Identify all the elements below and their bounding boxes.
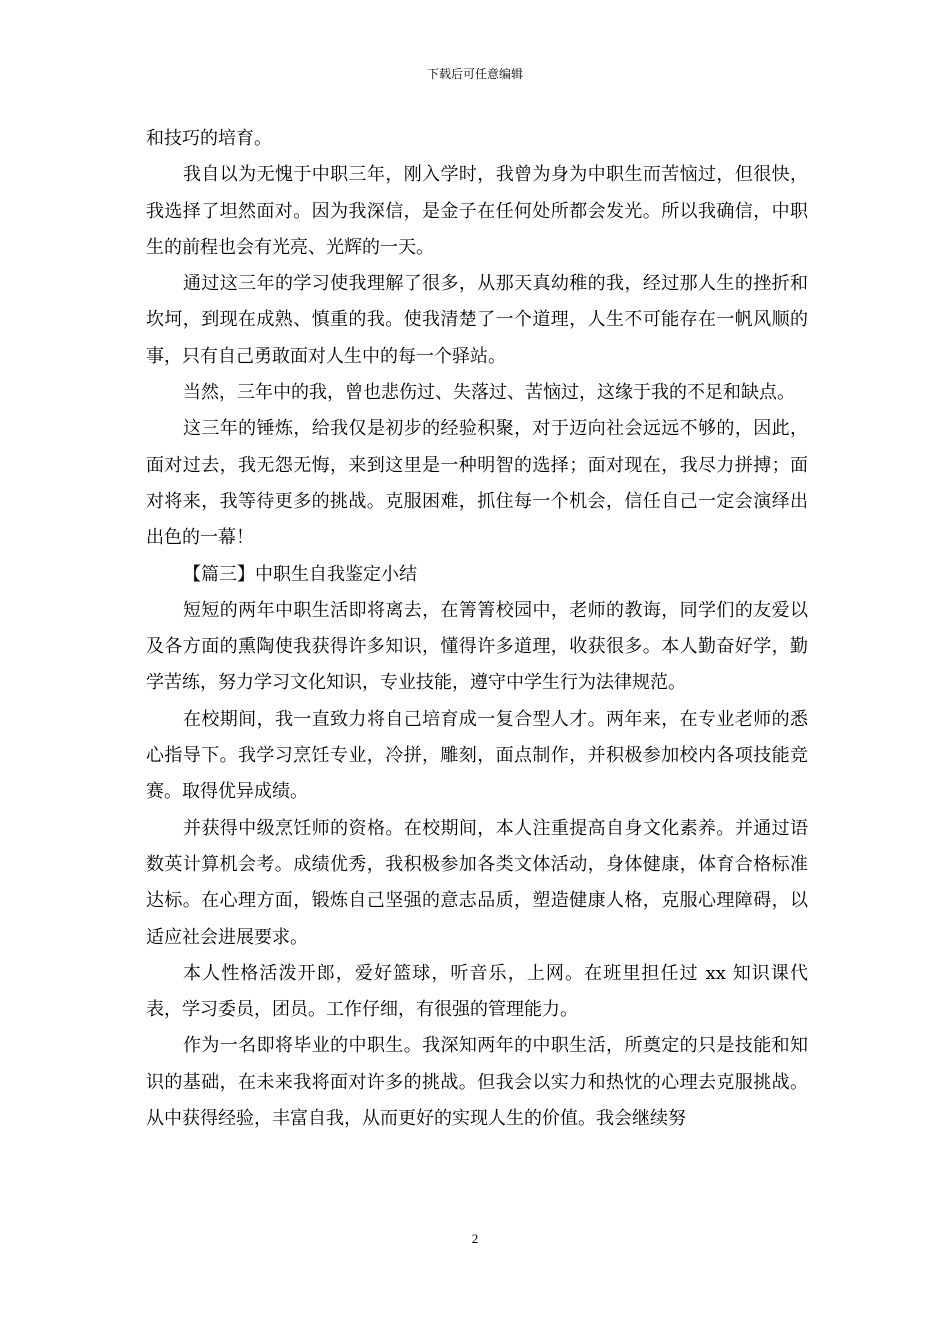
paragraph: 作为一名即将毕业的中职生。我深知两年的中职生活，所奠定的只是技能和知识的基础，在未来我将面对许多的挑战。但我会以实力和热忱的心理去克服挑战。从中获得经验，丰富自我，从而更好的实现人生的价值。我会继续努 <box>146 1035 808 1130</box>
paragraph: 通过这三年的学习使我理解了很多，从那天真幼稚的我，经过那人生的挫折和坎坷，到现在成熟、慎重的我。使我清楚了一个道理，人生不可能存在一帆风顺的事，只有自己勇敢面对人生中的每一个驿站。 <box>146 273 808 367</box>
paragraph: 本人性格活泼开郎，爱好篮球，听音乐，上网。在班里担任过 xx 知识课代表，学习委员，团员。工作仔细，有很强的管理能力。 <box>146 962 808 1021</box>
paragraph: 并获得中级烹饪师的资格。在校期间，本人注重提高自身文化素养。并通过语数英计算机会考。成绩优秀，我积极参加各类文体活动，身体健康，体育合格标准达标。在心理方面，锻炼自己坚强的意志品质，塑造健康人格，克服心理障碍，以适应社会进展要求。 <box>146 817 808 948</box>
paragraph: 和技巧的培育。 <box>146 128 272 149</box>
page-header: 下载后可任意编辑 <box>426 67 523 81</box>
paragraph: 在校期间，我一直致力将自己培育成一复合型人才。两年来，在专业老师的悉心指导下。我学习烹饪专业，冷拼，雕刻，面点制作，并积极参加校内各项技能竞赛。取得优异成绩。 <box>146 708 808 803</box>
section-heading: 【篇三】中职生自我鉴定小结 <box>183 563 417 585</box>
page-number: 2 <box>471 1231 479 1246</box>
paragraph: 这三年的锤炼，给我仅是初步的经验积聚，对于迈向社会远远不够的，因此，面对过去，我无怨无悔，来到这里是一种明智的选择；面对现在，我尽力拼搏；面对将来，我等待更多的挑战。克服困难，抓住每一个机会，信任自己一定会演绎出出色的一幕！ <box>146 418 808 549</box>
paragraph: 短短的两年中职生活即将离去，在箐箐校园中，老师的教诲，同学们的友爱以及各方面的熏陶使我获得许多知识，懂得许多道理，收获很多。本人勤奋好学，勤学苦练，努力学习文化知识，专业技能，遵守中学生行为法律规范。 <box>146 599 808 694</box>
document-body <box>146 121 808 1137</box>
paragraph: 我自以为无愧于中职三年，刚入学时，我曾为身为中职生而苦恼过，但很快，我选择了坦然面对。因为我深信，是金子在任何处所都会发光。所以我确信，中职生的前程也会有光亮、光辉的一天。 <box>146 164 808 258</box>
paragraph: 当然，三年中的我，曾也悲伤过、失落过、苦恼过，这缘于我的不足和缺点。 <box>183 382 795 404</box>
